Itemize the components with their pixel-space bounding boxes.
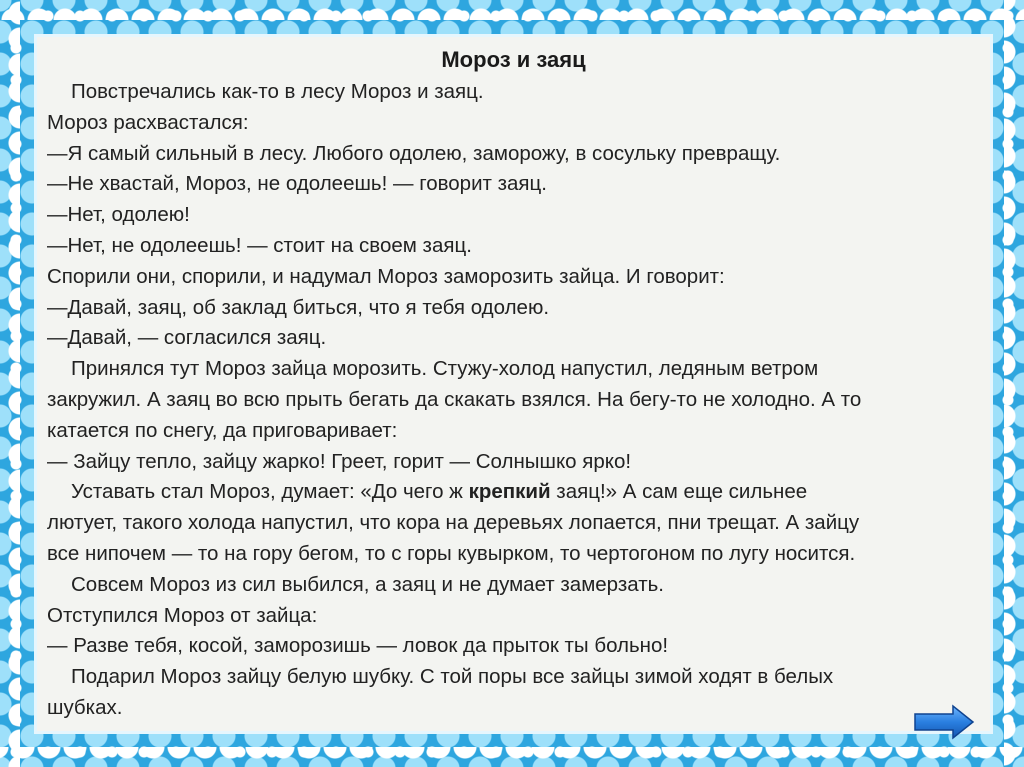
story-line: — Зайцу тепло, зайцу жарко! Греет, горит — Солнышко ярко! [47, 449, 632, 473]
text-panel [34, 34, 993, 734]
arrow-right-icon [913, 704, 975, 740]
border-scallop-left [0, 0, 20, 767]
story-line: катается по снегу, да приговаривает: [47, 418, 398, 442]
story-line: Мороз расхвастался: [47, 110, 249, 134]
story-line [47, 477, 982, 508]
story-line: лютует, такого холода напустил, что кора на деревьях лопается, пни трещат. А зайцу [47, 511, 860, 535]
story-line: Спорили они, спорили, и надумал Мороз заморозить зайца. И говорит: [47, 264, 725, 288]
story-line: шубках. [47, 695, 123, 719]
story-line: Отступился Мороз от зайца: [47, 603, 318, 627]
story-line: —Я самый сильный в лесу. Любого одолею, заморожу, в сосульку превращу. [47, 141, 781, 165]
story-line: —Давай, заяц, об заклад биться, что я тебя одолею. [47, 295, 550, 319]
story-bold-word: крепкий [468, 480, 551, 504]
next-slide-button[interactable] [913, 704, 975, 740]
border-scallop-right [1004, 0, 1024, 767]
story-text [47, 77, 982, 724]
story-line: все нипочем — то на гору бегом, то с горы кувырком, то чертогоном по лугу носится. [47, 541, 856, 565]
story-line-after: заяц!» А сам еще сильнее [550, 480, 808, 504]
story-line: —Давай, — согласился заяц. [47, 326, 327, 350]
story-line: Принялся тут Мороз зайца морозить. Стужу-холод напустил, ледяным ветром [71, 357, 819, 381]
story-line: — Разве тебя, косой, заморозишь — ловок да прыток ты больно! [47, 634, 669, 658]
story-line: Повстречались как-то в лесу Мороз и заяц. [71, 80, 484, 103]
story-line: —Нет, одолею! [47, 203, 190, 227]
slide-title: Мороз и заяц [441, 47, 586, 72]
border-scallop-bottom [0, 747, 1024, 767]
story-line: —Не хвастай, Мороз, не одолеешь! — говорит заяц. [47, 172, 547, 196]
story-line: закружил. А заяц во всю прыть бегать да скакать взялся. На бегу-то не холодно. А то [47, 387, 862, 411]
story-line: Подарил Мороз зайцу белую шубку. С той поры все зайцы зимой ходят в белых [71, 665, 834, 689]
story-line: —Нет, не одолеешь! — стоит на своем заяц. [47, 233, 472, 257]
border-scallop-top [0, 0, 1024, 20]
story-line-before: Уставать стал Мороз, думает: «До чего ж [71, 480, 469, 504]
story-line: Совсем Мороз из сил выбился, а заяц и не думает замерзать. [71, 572, 664, 596]
